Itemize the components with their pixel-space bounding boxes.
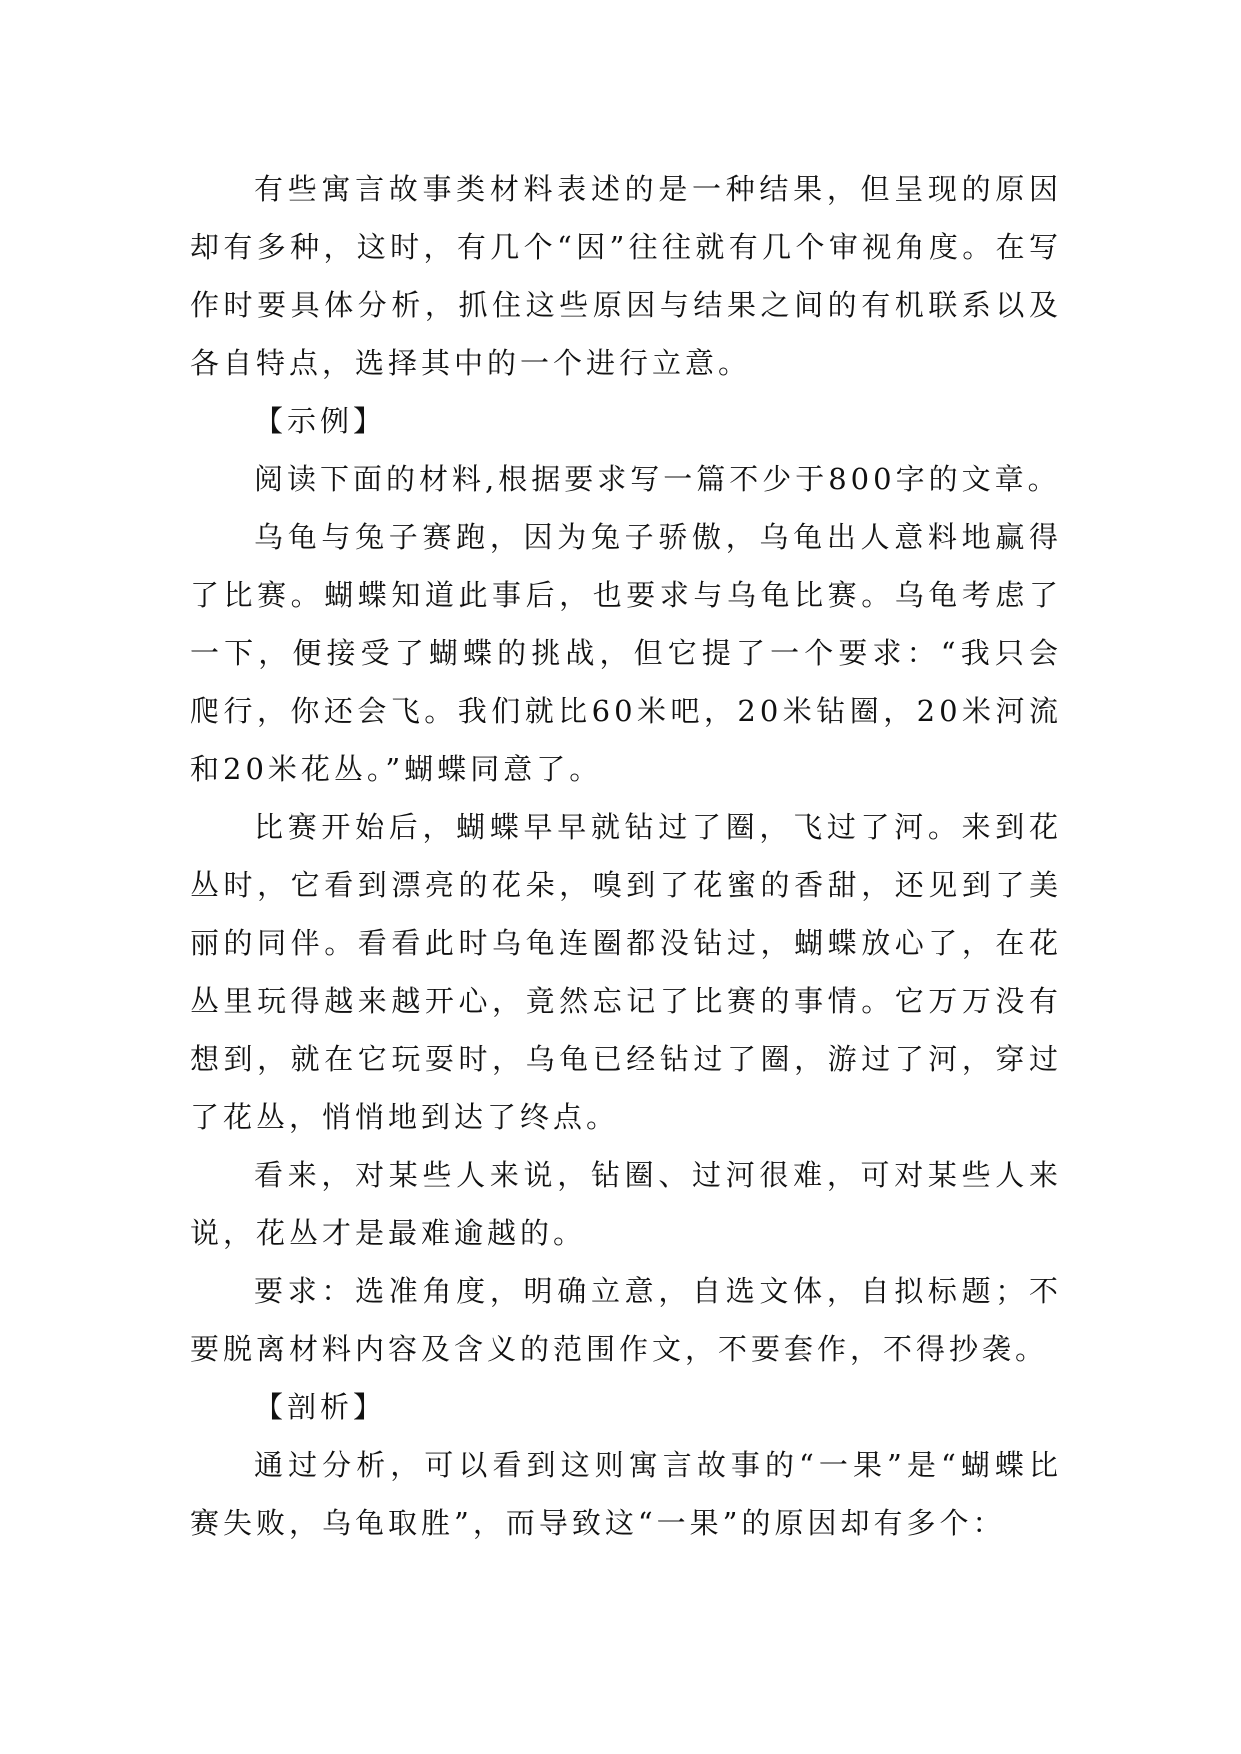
paragraph-story-2: 比赛开始后，蝴蝶早早就钻过了圈，飞过了河。来到花丛时，它看到漂亮的花朵，嗅到了花蜜的香甜，还见到了美丽的同伴。看看此时乌龟连圈都没钻过，蝴蝶放心了，在花丛里玩得越来越开心，竟然忘记了比赛的事情。它万万没有想到，就在它玩耍时，乌龟已经钻过了圈，游过了河，穿过了花丛，悄悄地到达了终点。 [190,810,1062,1134]
paragraph-analysis: 通过分析，可以看到这则寓言故事的“一果”是“蝴蝶比赛失败，乌龟取胜”，而导致这“一果”的原因却有多个： [190,1448,1062,1540]
paragraph-story-1: 乌龟与兔子赛跑，因为兔子骄傲，乌龟出人意料地赢得了比赛。蝴蝶知道此事后，也要求与乌龟比赛。乌龟考虑了一下，便接受了蝴蝶的挑战，但它提了一个要求：“我只会爬行，你还会飞。我们就比60米吧，20米钻圈，20米河流和20米花丛。”蝴蝶同意了。 [190,520,1062,786]
paragraph-story-3: 看来，对某些人来说，钻圈、过河很难，可对某些人来说，花丛才是最难逾越的。 [190,1158,1062,1250]
paragraph-intro: 有些寓言故事类材料表述的是一种结果，但呈现的原因却有多种，这时，有几个“因”往往就有几个审视角度。在写作时要具体分析，抓住这些原因与结果之间的有机联系以及各自特点，选择其中的一个进行立意。 [190,172,1062,380]
analysis-heading: 【剖析】 [254,1390,387,1424]
example-heading: 【示例】 [254,404,387,438]
paragraph-requirements: 要求：选准角度，明确立意，自选文体，自拟标题；不要脱离材料内容及含义的范围作文，不要套作，不得抄袭。 [190,1274,1062,1366]
paragraph-task: 阅读下面的材料,根据要求写一篇不少于800字的文章。 [254,462,1061,496]
document-body [190,160,1062,1552]
